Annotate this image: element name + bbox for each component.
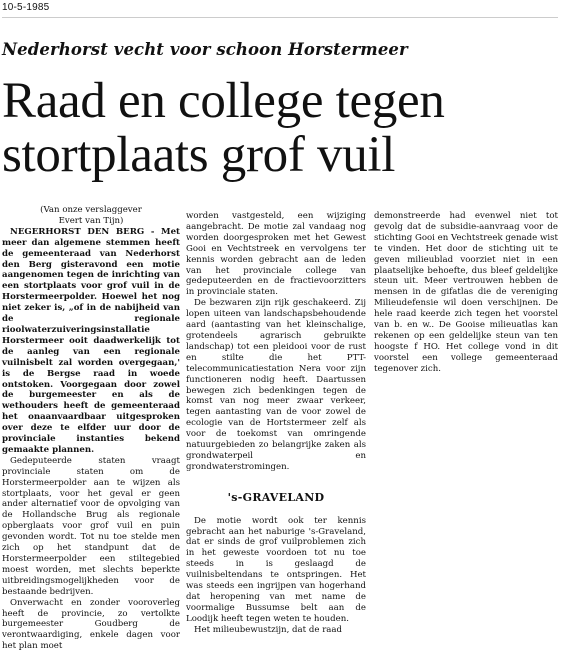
- headline-line-1: Raad en college tegen: [2, 73, 445, 129]
- byline-line-1: (Van onze verslaggever: [40, 205, 142, 215]
- paragraph: Het milieubewustzijn, dat de raad: [194, 624, 343, 635]
- publication-date: 10-5-1985: [2, 2, 50, 13]
- headline: [2, 74, 562, 182]
- paragraph: demonstreerde had evenwel niet tot gevolg dat de subsidie-aanvraag voor de stichting Gooi en Vechtstreek genade wist te vinden. Het door de stichting uit te geven milieublad voorziet niet in een plaatselijke behoefte, dus bleef geldelijke steun uit. Meer vertrouwen hebben de mensen in de gifatlas die de vereniging Milieudefensie wil doen verschijnen. De hele raad keerde zich tegen het voorstel van b. en w.. De Gooise milieuatlas kan rekenen op een geldelijke steun van ten hoogste f HO. Het college vond in dit voorstel een vollege gemeenteraad tegenover zich.: [374, 211, 558, 374]
- section-subhead: 's-GRAVELAND: [227, 490, 325, 504]
- kicker-title: Nederhorst vecht voor schoon Horstermeer: [2, 40, 408, 59]
- article-column-1: [2, 205, 180, 652]
- headline-line-2: stortplaats grof vuil: [2, 127, 396, 184]
- byline-line-2: Evert van Tijn): [58, 215, 124, 226]
- paragraph: De bezwaren zijn rijk geschakeerd. Zij lopen uiteen van landschapsbehoudende aard (aantasting van het kleinschalige, grotendeels agrarisch gebruikte landschap) tot een pleidooi voor de rust en stilte die het PTT-telecommunicatiestation Nera voor zijn functioneren nodig heeft. Daartussen bewegen zich bedenkingen tegen de komst van nog meer zwaar verkeer, tegen aantasting van de voor zowel de ecologie van de Hortstermeer zelf als voor de toekomst van omringende natuurgebieden zo belangrijke zaken als grondwaterpeil en grondwaterstromingen.: [186, 298, 366, 472]
- header-rule: [2, 17, 558, 18]
- article-column-3: [374, 211, 558, 375]
- article-column-2: [186, 211, 366, 636]
- lead-paragraph: NEGERHORST DEN BERG - Met meer dan algemene stemmen heeft de gemeenteraad van Nederhorst den Berg gisteravond een motie aangenomen tegen de inrichting van een stortplaats voor grof vuil in de Horstermeerpolder. Hoewel het nog niet zeker is, „of in de nabijheid van de regionale rioolwaterzuiveringsinstallatie Horstermeer ooit daadwerkelijk tot de aanleg van een regionale vuilnisbelt zal worden overgegaan,' is de Bergse raad in woede ontstoken. Voorgegaan door zowel de burgemeester en als de wethouders heeft de gemeenteraad het onaanvaardbaar uitgesproken over deze te elfder uur door de provinciale instanties bekend gemaakte plannen.: [2, 226, 180, 455]
- paragraph: Gedeputeerde staten vraagt provinciale staten om de Horstermeerpolder aan te wijzen als stortplaats, voor het geval er geen ander alternatief voor de opvolging van de Hollandsche Brug als regionale opberglaats voor grof vuil en puin gevonden wordt. Tot nu toe stelde men zich op het standpunt dat de Horstermeerpolder een stiltegebied moest worden, met slechts beperkte uitbreidingsmogelijkheden voor de bestaande bedrijven.: [2, 455, 180, 597]
- paragraph: worden vastgesteld, een wijziging aangebracht. De motie zal vandaag nog worden doorgesproken met het Gewest Gooi en Vechtstreek en vervolgens ter kennis worden gebracht aan de leden van het provinciale college van gedeputeerden en de fractievoorzitters in provinciale staten.: [186, 211, 366, 298]
- paragraph: De motie wordt ook ter kennis gebracht aan het naburige 's-Graveland, dat er sinds de grof vuilproblemen zich in het geweste voordoen tot nu toe steeds in is geslaagd de vuilnisbeltendans te ontspringen. Het was steeds een ingrijpen van hogerhand dat heropening van met name de voormalige Bussumse belt aan de Loodijk heeft tegen weten te houden.: [186, 515, 366, 624]
- paragraph: Onverwacht en zonder vooroverleg heeft de provincie, zo vertolkte burgemeester Goudberg de verontwaardiging, enkele dagen voor het plan moet: [2, 597, 180, 652]
